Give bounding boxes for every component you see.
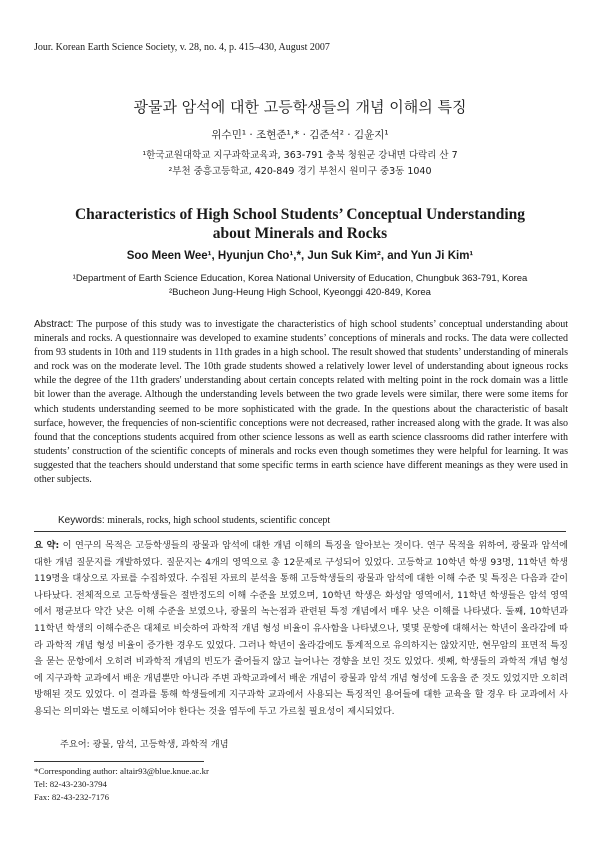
journal-citation: Jour. Korean Earth Science Society, v. 28, no. 4, p. 415–430, August 2007 — [34, 42, 330, 53]
english-title-line-1: Characteristics of High School Students’ Conceptual Understanding — [74, 206, 526, 223]
korean-keywords — [60, 736, 228, 750]
footnote-divider — [34, 761, 204, 762]
corresponding-author: *Corresponding author: altair93@blue.knue.ac.kr — [34, 766, 209, 776]
abstract-label: Abstract: — [34, 319, 74, 330]
english-title — [0, 205, 600, 243]
korean-affiliation-1: ¹한국교원대학교 지구과학교육과, 363-791 충북 청원군 강내면 다락리 산 7 — [142, 150, 458, 161]
abstract-text: The purpose of this study was to investigate the characteristics of high school students’ conceptual understanding about minerals and rocks. A questionnaire was developed to examine students’ conceptions of minerals and rocks. The data were collected from 93 students in 10th and 119 students in 11th grades in a high school. The result showed that students’ understanding of minerals and rock was on the moderate level. The 10th grade students showed a relatively lower level of understanding about igneous rocks while the degree of the 11th graders' understanding about certain concepts related with melting point in the rock domain was a little bit lower than the average. Although the understanding levels between the two grade levels were similar, there were some items for which students understanding seemed to be more sophisticated with the grade. In the questions about the characteristic of basalt surface, however, the frequencies of non-scientific conceptions were not decreased, rather increased along with the grade. It was also found that the conceptions students acquired from other science lessons as well as earth science classrooms did rather interfere with students’ construction of the scientific concepts of minerals and rocks even though sometimes they were helpful for learning. It was suggested that the teachers should understand that some specific terms in earth science have different meanings as they were used in other subjects. — [34, 319, 568, 486]
english-authors: Soo Meen Wee¹, Hyunjun Cho¹,*, Jun Suk Kim², and Yun Ji Kim¹ — [126, 250, 474, 262]
phone-number: Tel: 82-43-230-3794 — [34, 779, 107, 789]
english-affiliation-1: ¹Department of Earth Science Education, Korea National University of Education, Chungbuk 363-791, Korea — [72, 273, 528, 284]
korean-keywords-text: 광물, 암석, 고등학생, 과학적 개념 — [92, 739, 229, 750]
keywords-text: minerals, rocks, high school students, scientific concept — [107, 515, 331, 526]
fax-number: Fax: 82-43-232-7176 — [34, 792, 110, 802]
english-title-line-2: about Minerals and Rocks — [212, 225, 388, 242]
korean-abstract-text: 이 연구의 목적은 고등학생들의 광물과 암석에 대한 개념 이해의 특징을 알아보는 것이다. 연구 목적을 위하여, 광물과 암석에 대한 개념 질문지를 개발하였다. 질문지는 4개의 영역으로 총 12문제로 구성되어 있었다. 고등학교 10학년 학생 93명, 11학년 학생 119명을 대상으로 자료를 수집하였다. 수집된 자료의 분석을 통해 고등학생들의 광물과 암석에 대한 이해 수준 및 특징은 다음과 같이 나타났다. 전체적으로 고등학생들은 절반정도의 이해 수준을 보였으며, 10학년 학생은 화성암 영역에서, 11학년 학생들은 암석 영역에서 평균보다 약간 낮은 이해 수준을 보였으나, 광물의 녹는점과 관련된 특정 개념에서 매우 낮은 이해를 나타냈다. 둘째, 10학년과 11학년 학생의 이해수준은 대체로 비슷하여 과학적 개념 형성 비율이 유사함을 나타냈으나, 몇몇 문항에 대해서는 학년이 올라감에 따라 과학적 개념 형성 비율이 증가한 경우도 있었다. 그러나 학년이 올라감에도 통계적으로 유의하지는 않았지만, 현무암의 표면적 특징을 묻는 문항에서 오히려 비과학적 개념의 빈도가 줄어들지 않고 늘어나는 경향을 보인 것도 있었다. 셋째, 학생들의 과학적 개념 형성에 지구과학 교과에서 배운 개념뿐만 아니라 주변 과학교과에서 배운 개념이 광물과 암석 개념 형성에 도움을 준 것도 있었지만 오히려 방해된 것도 있었다. 이 결과를 통해 학생들에게 지구과학 교과에서 사용되는 특징적인 용어들에 대한 교육을 할 경우 타 교과에서 사용되는 의미와는 별도로 이해되어야 한다는 것을 염두에 두고 가르칠 필요성이 제시되었다. — [34, 540, 568, 717]
korean-abstract — [34, 538, 568, 721]
abstract — [34, 318, 568, 487]
korean-keywords-label: 주요어: — [60, 739, 90, 750]
korean-authors: 위수민¹ · 조현준¹,* · 김준석² · 김윤지¹ — [211, 129, 389, 141]
korean-abstract-label: 요 약: — [34, 540, 60, 551]
section-divider — [34, 531, 566, 532]
korean-affiliation-2: ²부천 중흥고등학교, 420-849 경기 부천시 원미구 중3동 1040 — [168, 166, 432, 177]
keywords-label: Keywords: — [58, 515, 105, 526]
english-affiliation-2: ²Bucheon Jung-Heung High School, Kyeonggi 420-849, Korea — [169, 287, 431, 298]
korean-title: 광물과 암석에 대한 고등학생들의 개념 이해의 특징 — [133, 98, 467, 116]
keywords — [58, 515, 330, 526]
